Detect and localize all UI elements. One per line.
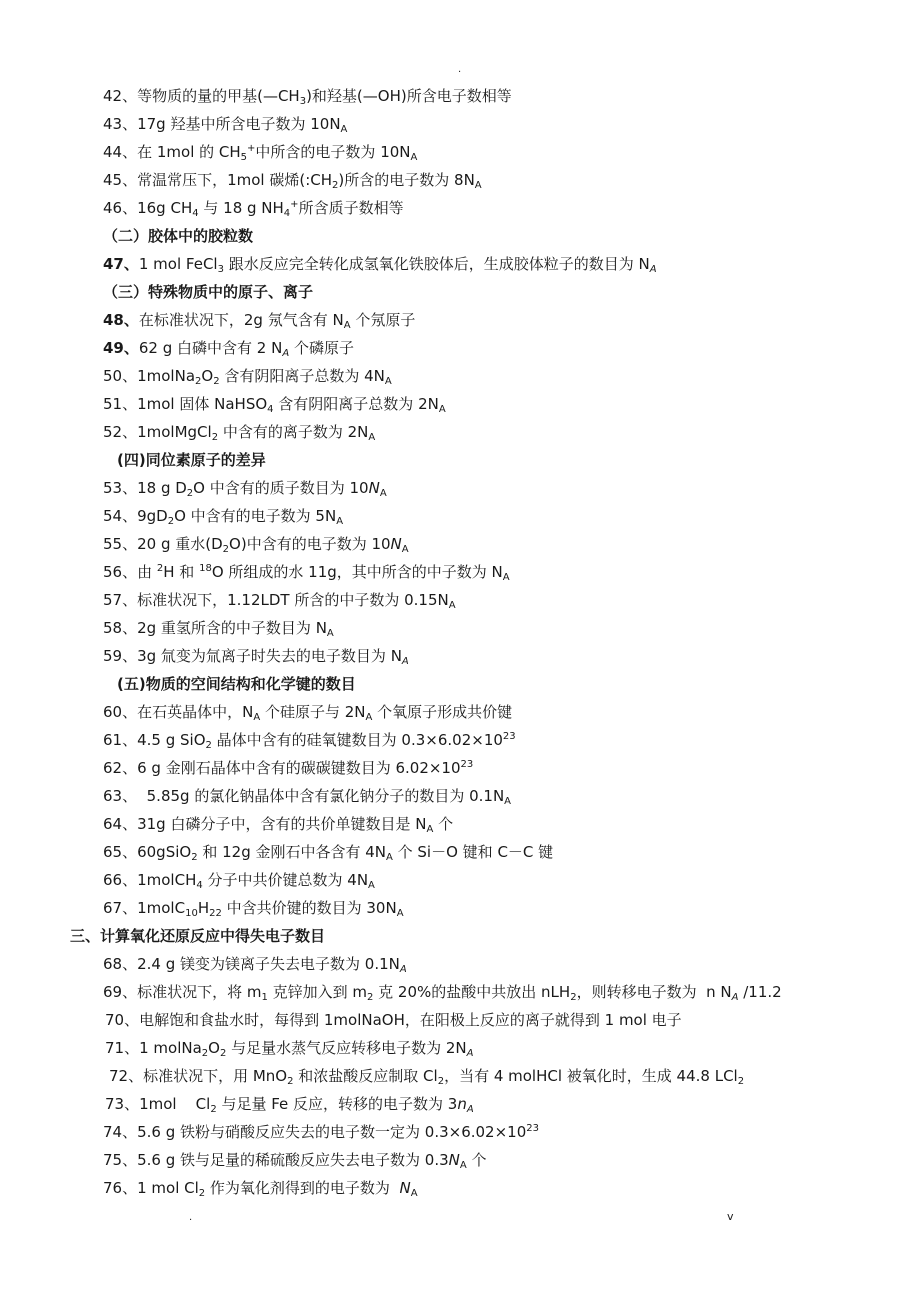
question-number: 56、	[103, 563, 138, 581]
question-number: 51、	[103, 395, 138, 413]
question-number: 53、	[103, 479, 138, 497]
question-line	[103, 618, 334, 638]
question-number: 72、	[109, 1067, 144, 1085]
question-number: 67、	[103, 899, 138, 917]
question-text: 3g 氚变为氚离子时失去的电子数目为 $N_A$	[137, 647, 409, 667]
question-line	[103, 702, 512, 722]
section-heading	[117, 674, 356, 694]
question-number: 42、	[103, 87, 138, 105]
question-text: 2g 重氢所含的中子数目为 $N_A$	[137, 619, 334, 639]
question-text: 1 $molNa_2O_2$ 与足量水蒸气反应转移电子数为 $2N_A$	[139, 1039, 474, 1059]
question-line	[103, 310, 415, 330]
question-text: 5.85g 的氯化钠晶体中含有氯化钠分子的数目为 $0.1N_A$	[137, 787, 512, 807]
question-line	[103, 870, 375, 890]
question-text: 4.5 g SiO$_2$ 晶体中含有的硅氧键数目为 $0.3\times 6.02\times 10^{23}$	[137, 731, 516, 751]
question-text: 1 mol FeCl$_3$ 跟水反应完全转化成氢氧化铁胶体后，生成胶体粒子的数目为 $N_A$	[138, 255, 657, 275]
question-line	[103, 562, 510, 582]
question-text: 18 g $D_2O$ 中含有的质子数目为 $10N_A$	[137, 479, 387, 499]
question-text: 在 1mol 的 $CH_5^+$中所含的电子数为 $10N_A$	[137, 143, 418, 163]
question-line	[109, 1066, 744, 1086]
question-number: 68、	[103, 955, 138, 973]
question-text: 在标准状况下，2g 氖气含有 $N_A$ 个氖原子	[138, 311, 416, 331]
question-line	[103, 506, 343, 526]
question-line	[103, 590, 456, 610]
question-line	[105, 1038, 474, 1058]
question-number: 45、	[103, 171, 138, 189]
question-line	[103, 170, 482, 190]
question-text: 由 $^2$H 和 $^{18}$O 所组成的水 11g，其中所含的中子数为 $N_A$	[137, 563, 510, 583]
section-heading	[103, 226, 253, 246]
question-number: 57、	[103, 591, 138, 609]
question-number: 46、	[103, 199, 138, 217]
question-text: 2.4 g 镁变为镁离子失去电子数为 $0.1N_A$	[137, 955, 407, 975]
question-line	[103, 254, 657, 274]
question-line	[105, 1010, 682, 1030]
question-text: 16g $CH_4$ 与 18 g $NH_4^+$所含质子数相等	[137, 199, 404, 219]
question-number: 63、	[103, 787, 138, 805]
question-text: 等物质的量的甲基$(—CH_3)$和羟基(—OH)所含电子数相等	[137, 87, 512, 107]
question-text: 1mol 固体 NaHSO$_4$ 含有阴阳离子总数为 $2N_A$	[137, 395, 446, 415]
question-number: 76、	[103, 1179, 138, 1197]
question-line	[103, 786, 511, 806]
question-line	[103, 142, 417, 162]
footer-left-mark: .	[189, 1212, 193, 1223]
question-text: 标准状况下，将 $m_1$ 克锌加入到 $m_2$ 克 20%的盐酸中共放出 nLH$_2$，则转移电子数为 n $N_A$ /11.2	[137, 983, 782, 1003]
question-text: 标准状况下，1.12LDT 所含的中子数为 $0.15N_A$	[137, 591, 456, 611]
question-line	[103, 982, 782, 1002]
question-text: 62 g 白磷中含有 2 $N_A$ 个磷原子	[138, 339, 354, 359]
question-number: 70、	[105, 1011, 140, 1029]
question-number: 60、	[103, 703, 138, 721]
question-line	[103, 758, 473, 778]
heading-text: 三、计算氧化还原反应中得失电子数目	[70, 927, 326, 945]
question-line	[103, 646, 409, 666]
question-line	[103, 366, 392, 386]
question-number: 44、	[103, 143, 138, 161]
question-text: $9gD_2O$ 中含有的电子数为 $5N_A$	[137, 507, 344, 527]
question-text: 17g 羟基中所含电子数为 $10N_A$	[137, 115, 348, 135]
question-number: 69、	[103, 983, 138, 1001]
question-text: 31g 白磷分子中，含有的共价单键数目是 $N_A$ 个	[137, 815, 454, 835]
section-heading	[117, 450, 266, 470]
question-line	[103, 114, 347, 134]
question-number: 73、	[105, 1095, 140, 1113]
question-line	[103, 730, 516, 750]
question-line	[103, 814, 453, 834]
question-text: 5.6 g 铁与足量的稀硫酸反应失去电子数为 $0.3N_A$ 个	[137, 1151, 487, 1171]
section-heading	[103, 282, 313, 302]
question-number: 47、	[103, 255, 139, 273]
question-number: 49、	[103, 339, 139, 357]
question-number: 71、	[105, 1039, 140, 1057]
question-line	[103, 86, 512, 106]
question-text: 1 mol $Cl_2$ 作为氧化剂得到的电子数为 $N_A$	[137, 1179, 418, 1199]
question-number: 74、	[103, 1123, 138, 1141]
question-number: 64、	[103, 815, 138, 833]
question-number: 58、	[103, 619, 138, 637]
question-line	[103, 394, 446, 414]
question-line	[103, 338, 354, 358]
question-number: 59、	[103, 647, 138, 665]
question-text: 标准状况下，用 MnO$_2$ 和浓盐酸反应制取 $Cl_2$，当有 4 molHCl 被氧化时，生成 44.8 LCl$_2$	[143, 1067, 745, 1087]
question-number: 75、	[103, 1151, 138, 1169]
question-text: 5.6 g 铁粉与硝酸反应失去的电子数一定为 $0.3\times 6.02\times 10^{23}$	[137, 1123, 539, 1141]
question-text: 1mol $Cl_2$ 与足量 Fe 反应，转移的电子数为 $3n_A$	[139, 1095, 474, 1115]
question-text: 电解饱和食盐水时，每得到 1molNaOH，在阳极上反应的离子就得到 1 mol 电子	[139, 1011, 682, 1029]
question-line	[103, 1122, 539, 1142]
question-text: 6 g 金刚石晶体中含有的碳碳键数目为 $6.02\times 10^{23}$	[137, 759, 474, 777]
footer-right-mark: v	[727, 1210, 734, 1223]
heading-text: (四)同位素原子的差异	[117, 451, 266, 469]
question-line	[103, 1178, 418, 1198]
question-number: 55、	[103, 535, 138, 553]
heading-text: （二）胶体中的胶粒数	[103, 227, 254, 245]
question-line	[103, 954, 407, 974]
question-number: 43、	[103, 115, 138, 133]
question-text: 1molMgCl$_2$ 中含有的离子数为 $2N_A$	[137, 423, 376, 443]
question-text: $1molC_{10}H_{22}$ 中含共价键的数目为 $30N_A$	[137, 899, 404, 919]
question-line	[103, 1150, 487, 1170]
question-number: 48、	[103, 311, 139, 329]
question-text: 常温常压下，1mol 碳烯$(:CH_2)$所含的电子数为 $8N_A$	[137, 171, 482, 191]
question-line	[103, 842, 553, 862]
question-text: 20 g 重水$(D_2O)$中含有的电子数为 $10N_A$	[137, 535, 409, 555]
question-text: $1molNa_2O_2$ 含有阴阳离子总数为 $4N_A$	[137, 367, 392, 387]
header-mark: .	[458, 64, 462, 75]
question-text: 1molCH$_4$ 分子中共价键总数为 $4N_A$	[137, 871, 375, 891]
question-text: 60gSiO$_2$ 和 12g 金刚石中各含有 $4N_A$ 个 Si－O 键和 C－C 键	[137, 843, 554, 863]
question-text: 在石英晶体中，$N_A$ 个硅原子与 $2N_A$ 个氧原子形成共价键	[137, 703, 513, 723]
question-number: 66、	[103, 871, 138, 889]
question-number: 61、	[103, 731, 138, 749]
question-line	[103, 198, 404, 218]
question-line	[103, 478, 387, 498]
question-number: 65、	[103, 843, 138, 861]
question-line	[103, 534, 409, 554]
question-line	[105, 1094, 474, 1114]
section-heading	[70, 926, 325, 946]
question-line	[103, 422, 375, 442]
question-number: 54、	[103, 507, 138, 525]
heading-text: (五)物质的空间结构和化学键的数目	[117, 675, 356, 693]
heading-text: （三）特殊物质中的原子、离子	[103, 283, 314, 301]
question-number: 52、	[103, 423, 138, 441]
question-number: 50、	[103, 367, 138, 385]
question-number: 62、	[103, 759, 138, 777]
question-line	[103, 898, 404, 918]
